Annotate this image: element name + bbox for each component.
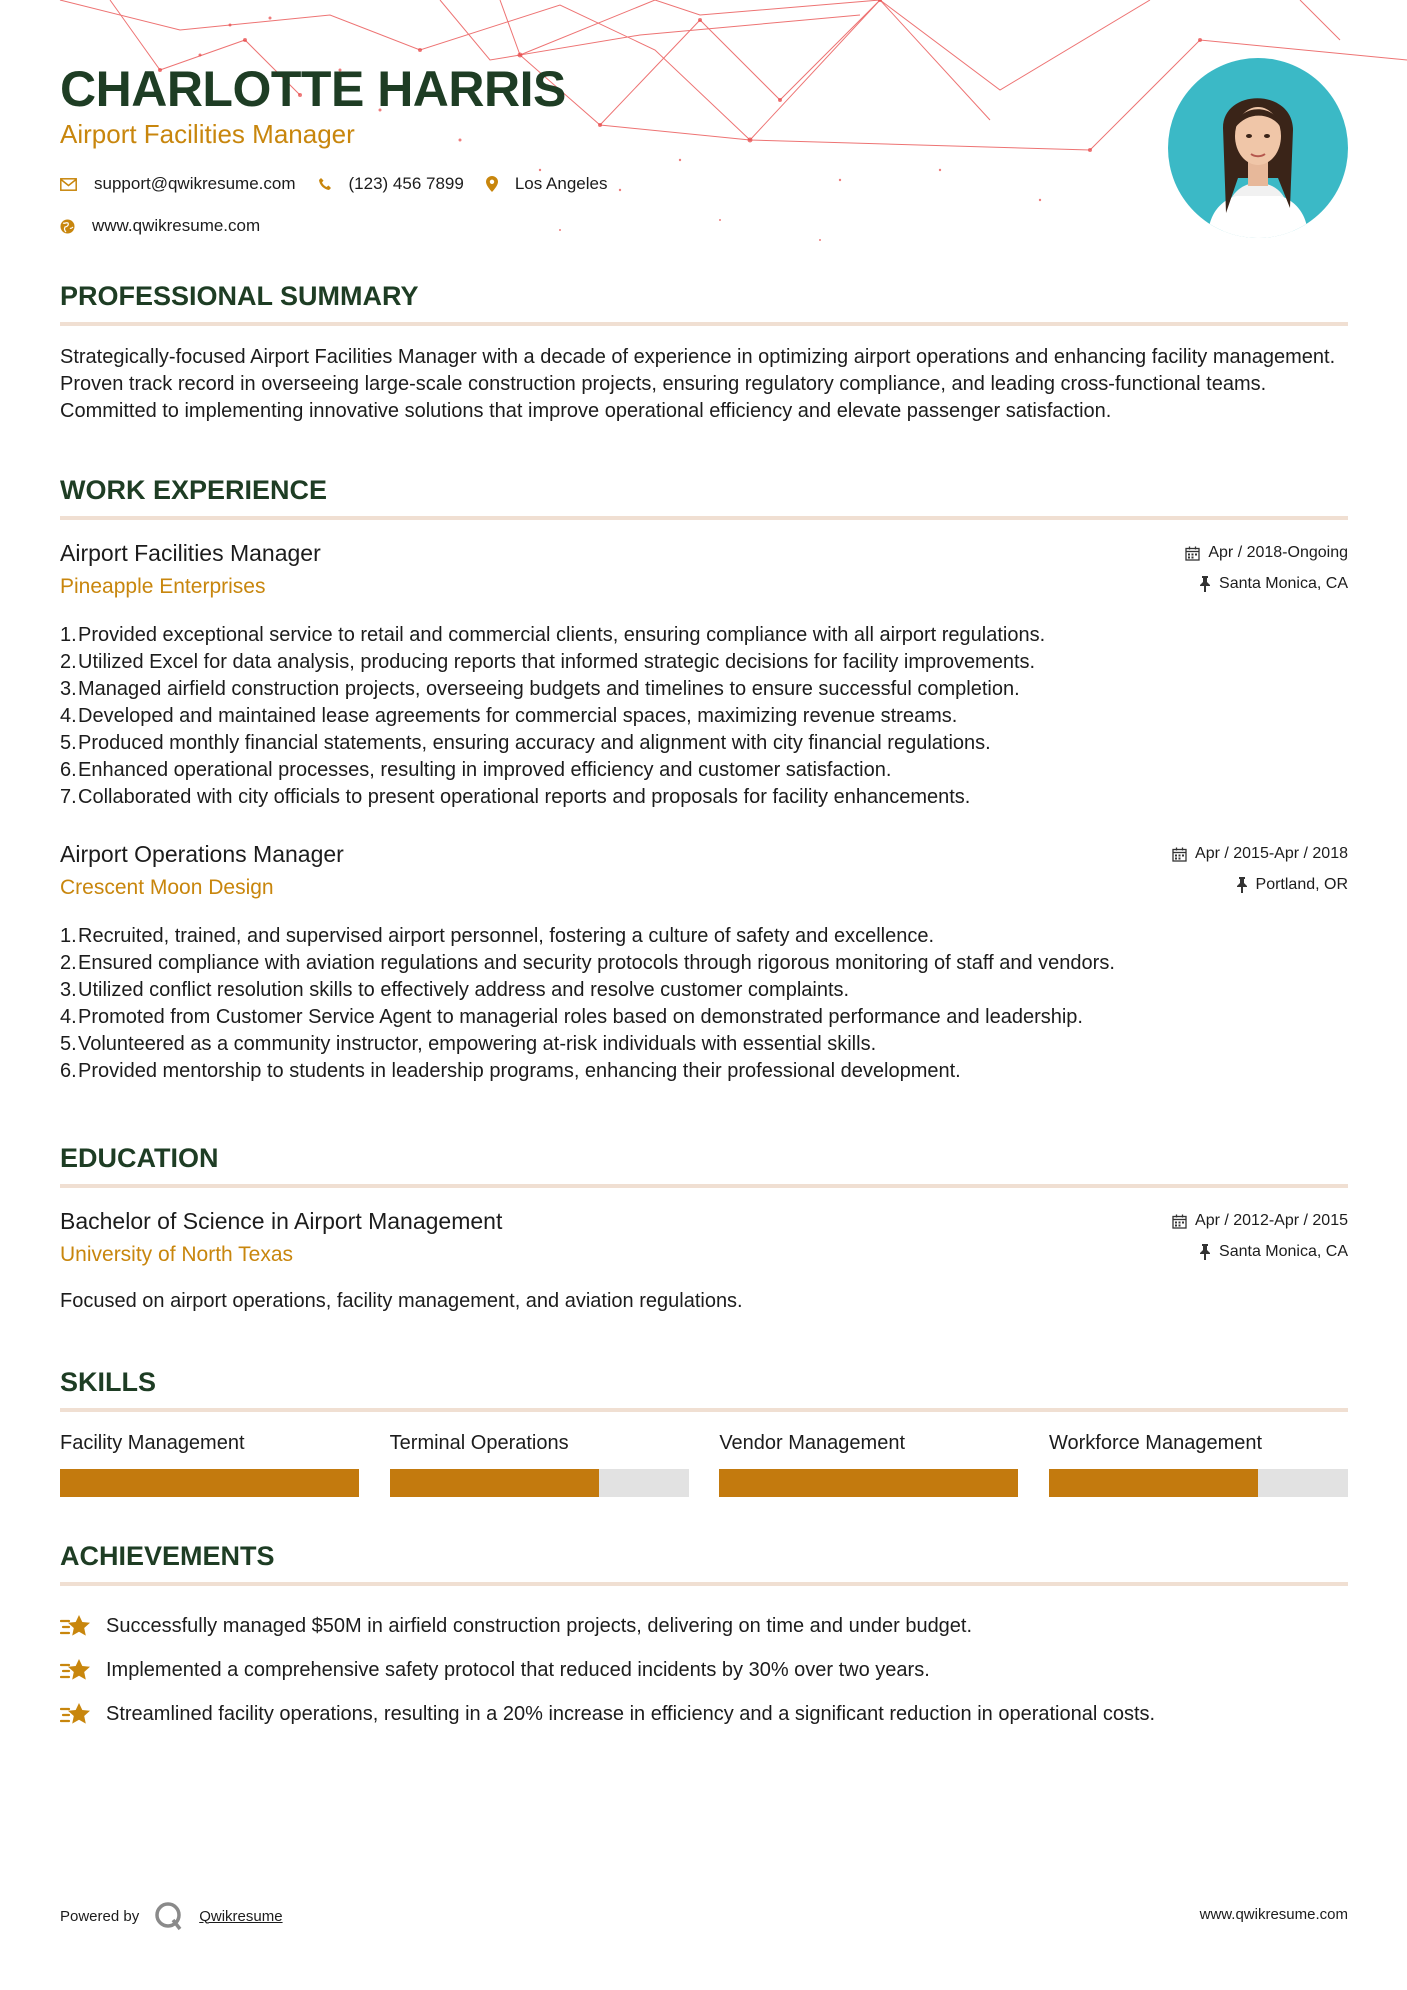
profile-photo bbox=[1168, 58, 1348, 238]
location-text: Los Angeles bbox=[514, 174, 608, 193]
skill-bar bbox=[719, 1469, 1018, 1497]
email-text: support@qwikresume.com bbox=[94, 174, 296, 193]
list-number: 3. bbox=[60, 678, 77, 700]
bullet-text: Developed and maintained lease agreements for commercial spaces, maximizing revenue streams. bbox=[78, 705, 958, 727]
skill-bar-fill bbox=[390, 1469, 599, 1497]
skill-name: Terminal Operations bbox=[389, 1432, 569, 1454]
contact-info bbox=[60, 170, 629, 254]
powered-by bbox=[60, 1900, 283, 1932]
list-number: 1. bbox=[60, 925, 77, 947]
list-item bbox=[60, 977, 1348, 1004]
bullet-text: Managed airfield construction projects, overseeing budgets and timelines to ensure successful completion. bbox=[78, 678, 1020, 700]
list-item bbox=[60, 950, 1348, 977]
bullet-text: Promoted from Customer Service Agent to managerial roles based on demonstrated performance and leadership. bbox=[78, 1006, 1083, 1028]
achievement-text: Streamlined facility operations, resulting in a 20% increase in efficiency and a significant reduction in operational costs. bbox=[106, 1702, 1156, 1725]
job-location-text: Santa Monica, CA bbox=[1219, 575, 1348, 592]
bullet-text: Collaborated with city officials to present operational reports and proposals for facility enhancements. bbox=[78, 786, 971, 808]
education-section bbox=[60, 1143, 1348, 1315]
skill-bar bbox=[60, 1469, 359, 1497]
pushpin-icon bbox=[1199, 576, 1211, 592]
list-item bbox=[60, 676, 1348, 703]
skills-heading: SKILLS bbox=[60, 1367, 1348, 1412]
map-pin-icon bbox=[486, 176, 498, 192]
job-entry bbox=[60, 841, 1348, 1085]
skill-name: Workforce Management bbox=[1048, 1432, 1263, 1454]
achievements-heading: ACHIEVEMENTS bbox=[60, 1541, 1348, 1586]
achievement-list bbox=[60, 1604, 1348, 1736]
skill-item bbox=[390, 1432, 689, 1497]
list-number: 5. bbox=[60, 1033, 77, 1055]
school-name: University of North Texas bbox=[60, 1243, 294, 1266]
qwikresume-link[interactable]: Qwikresume bbox=[199, 1907, 283, 1925]
contact-website[interactable] bbox=[60, 216, 260, 236]
bullet-text: Produced monthly financial statements, ensuring accuracy and alignment with city financial regulations. bbox=[78, 732, 991, 754]
job-bullets bbox=[60, 622, 1348, 811]
summary-section bbox=[60, 281, 1348, 425]
resume-header bbox=[60, 0, 1348, 270]
list-number: 2. bbox=[60, 952, 77, 974]
phone-icon bbox=[318, 177, 332, 191]
achievement-text: Successfully managed $50M in airfield construction projects, delivering on time and under budget. bbox=[106, 1614, 973, 1637]
job-company: Crescent Moon Design bbox=[60, 876, 274, 899]
list-item bbox=[60, 757, 1348, 784]
achievement-item bbox=[60, 1692, 1348, 1736]
job-entry bbox=[60, 540, 1348, 811]
list-item bbox=[60, 622, 1348, 649]
list-item bbox=[60, 784, 1348, 811]
contact-email[interactable] bbox=[60, 174, 296, 194]
degree-title: Bachelor of Science in Airport Management bbox=[60, 1208, 503, 1234]
job-location-text: Portland, OR bbox=[1255, 876, 1348, 893]
globe-icon bbox=[60, 219, 75, 234]
skill-bar-fill bbox=[719, 1469, 1018, 1497]
star-icon bbox=[60, 1657, 92, 1683]
list-number: 6. bbox=[60, 759, 77, 781]
list-item bbox=[60, 923, 1348, 950]
bullet-text: Utilized Excel for data analysis, producing reports that informed strategic decisions for facility improvements. bbox=[78, 651, 1036, 673]
calendar-icon bbox=[1185, 546, 1200, 561]
education-location-text: Santa Monica, CA bbox=[1219, 1243, 1348, 1260]
summary-text: Strategically-focused Airport Facilities Manager with a decade of experience in optimizing airport operations and enhancing facility management. Proven track record in overseeing large-scale construction projects, ensuring regulatory compliance, and leading cross-functional teams. Committed to implementing innovative solutions that improve operational efficiency and elevate passenger satisfaction. bbox=[60, 346, 1336, 422]
pushpin-icon bbox=[1199, 1244, 1211, 1260]
phone-text: (123) 456 7899 bbox=[348, 174, 464, 193]
education-date bbox=[1172, 1212, 1348, 1230]
job-title: Airport Facilities Manager bbox=[60, 540, 321, 566]
summary-heading: PROFESSIONAL SUMMARY bbox=[60, 281, 1348, 326]
achievement-text: Implemented a comprehensive safety protocol that reduced incidents by 30% over two years. bbox=[106, 1658, 930, 1681]
job-location bbox=[1199, 575, 1348, 593]
skill-item bbox=[1049, 1432, 1348, 1497]
experience-heading: WORK EXPERIENCE bbox=[60, 475, 1348, 520]
calendar-icon bbox=[1172, 847, 1187, 862]
job-date-text: Apr / 2018-Ongoing bbox=[1208, 544, 1348, 561]
list-number: 5. bbox=[60, 732, 77, 754]
list-item bbox=[60, 1031, 1348, 1058]
candidate-title: Airport Facilities Manager bbox=[60, 119, 355, 149]
skills-section bbox=[60, 1367, 1348, 1497]
job-title: Airport Operations Manager bbox=[60, 841, 344, 867]
bullet-text: Volunteered as a community instructor, empowering at-risk individuals with essential skills. bbox=[78, 1033, 877, 1055]
job-list bbox=[60, 540, 1348, 1085]
education-date-text: Apr / 2012-Apr / 2015 bbox=[1195, 1212, 1348, 1229]
list-item bbox=[60, 703, 1348, 730]
job-date bbox=[1185, 544, 1348, 562]
skill-name: Facility Management bbox=[60, 1432, 245, 1454]
footer-website[interactable]: www.qwikresume.com bbox=[1199, 1906, 1348, 1923]
resume-page bbox=[60, 0, 1348, 1736]
achievement-item bbox=[60, 1648, 1348, 1692]
calendar-icon bbox=[1172, 1214, 1187, 1229]
job-company: Pineapple Enterprises bbox=[60, 575, 266, 598]
candidate-name: CHARLOTTE HARRIS bbox=[60, 61, 566, 117]
skill-bar-fill bbox=[60, 1469, 359, 1497]
achievement-item bbox=[60, 1604, 1348, 1648]
list-item bbox=[60, 730, 1348, 757]
star-icon bbox=[60, 1701, 92, 1727]
job-date bbox=[1172, 845, 1348, 863]
list-item bbox=[60, 1004, 1348, 1031]
list-number: 7. bbox=[60, 786, 77, 808]
qwikresume-logo-icon bbox=[153, 1900, 185, 1932]
list-item bbox=[60, 649, 1348, 676]
skill-list bbox=[60, 1432, 1348, 1497]
bullet-text: Utilized conflict resolution skills to effectively address and resolve customer complaints. bbox=[78, 979, 850, 1001]
bullet-text: Provided exceptional service to retail and commercial clients, ensuring compliance with all airport regulations. bbox=[78, 624, 1046, 646]
job-location bbox=[1236, 876, 1348, 894]
skill-bar-fill bbox=[1049, 1469, 1258, 1497]
powered-by-label: Powered by bbox=[60, 1907, 140, 1925]
contact-phone[interactable] bbox=[318, 174, 464, 194]
education-location bbox=[1199, 1243, 1348, 1261]
bullet-text: Recruited, trained, and supervised airport personnel, fostering a culture of safety and excellence. bbox=[78, 925, 935, 947]
education-description: Focused on airport operations, facility management, and aviation regulations. bbox=[60, 1290, 743, 1312]
skill-name: Vendor Management bbox=[719, 1432, 905, 1454]
job-bullets bbox=[60, 923, 1348, 1085]
skill-bar bbox=[1049, 1469, 1348, 1497]
contact-location bbox=[486, 174, 608, 194]
skill-bar bbox=[390, 1469, 689, 1497]
list-number: 3. bbox=[60, 979, 77, 1001]
list-number: 4. bbox=[60, 1006, 77, 1028]
pushpin-icon bbox=[1236, 877, 1248, 893]
star-icon bbox=[60, 1613, 92, 1639]
job-date-text: Apr / 2015-Apr / 2018 bbox=[1195, 845, 1348, 862]
education-heading: EDUCATION bbox=[60, 1143, 1348, 1188]
website-text: www.qwikresume.com bbox=[92, 216, 261, 235]
skill-item bbox=[60, 1432, 359, 1497]
list-number: 6. bbox=[60, 1060, 77, 1082]
experience-section bbox=[60, 475, 1348, 1085]
bullet-text: Ensured compliance with aviation regulations and security protocols through rigorous monitoring of staff and vendors. bbox=[78, 952, 1115, 974]
list-number: 4. bbox=[60, 705, 77, 727]
achievements-section bbox=[60, 1541, 1348, 1736]
list-number: 2. bbox=[60, 651, 77, 673]
skill-item bbox=[719, 1432, 1018, 1497]
education-entry bbox=[60, 1208, 1348, 1315]
list-item bbox=[60, 1058, 1348, 1085]
list-number: 1. bbox=[60, 624, 77, 646]
envelope-icon bbox=[60, 178, 77, 191]
bullet-text: Provided mentorship to students in leadership programs, enhancing their professional development. bbox=[78, 1060, 961, 1082]
bullet-text: Enhanced operational processes, resulting in improved efficiency and customer satisfaction. bbox=[78, 759, 892, 781]
